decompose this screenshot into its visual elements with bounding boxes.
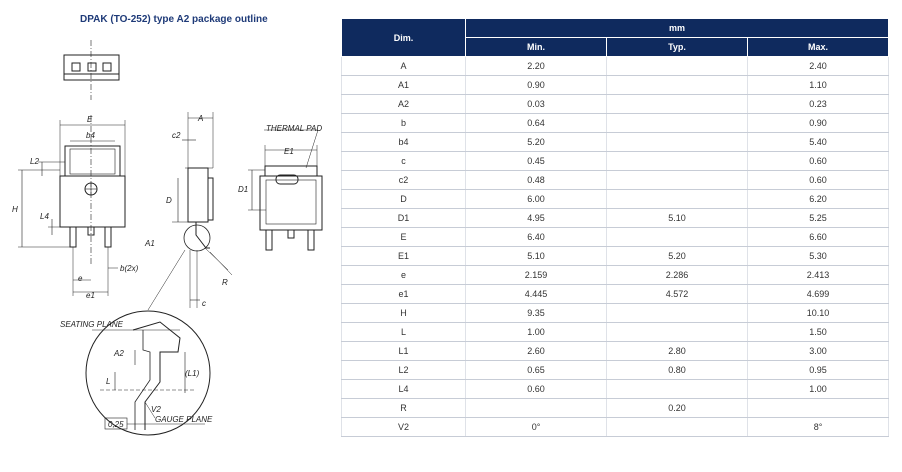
label-gauge: 0,25	[108, 420, 124, 429]
cell-typ: 2.286	[607, 266, 748, 285]
table-row	[342, 76, 889, 95]
cell-max: 4.699	[748, 285, 889, 304]
cell-max: 8°	[748, 418, 889, 437]
label-D: D	[166, 196, 172, 205]
label-seating-plane: SEATING PLANE	[60, 320, 123, 329]
label-A: A	[198, 114, 204, 123]
table-row	[342, 171, 889, 190]
cell-min: 4.445	[466, 285, 607, 304]
table-row	[342, 418, 889, 437]
dimensions-table	[341, 18, 889, 437]
cell-min: 0°	[466, 418, 607, 437]
package-outline-drawing	[0, 0, 340, 472]
table-row	[342, 342, 889, 361]
cell-max	[748, 399, 889, 418]
cell-min: 2.60	[466, 342, 607, 361]
cell-min: 2.159	[466, 266, 607, 285]
detail-view	[86, 250, 210, 435]
cell-dim: c2	[342, 171, 466, 190]
cell-min: 0.03	[466, 95, 607, 114]
cell-dim: A2	[342, 95, 466, 114]
label-L4: L4	[40, 212, 49, 221]
cell-dim: c	[342, 152, 466, 171]
label-V2: V2	[151, 405, 161, 414]
min-header: Min.	[466, 38, 607, 57]
cell-max: 0.23	[748, 95, 889, 114]
label-L: L	[106, 377, 111, 386]
label-R: R	[222, 278, 228, 287]
cell-dim: e	[342, 266, 466, 285]
cell-min: 4.95	[466, 209, 607, 228]
cell-dim: D	[342, 190, 466, 209]
label-L2: L2	[30, 157, 39, 166]
cell-max: 2.40	[748, 57, 889, 76]
cell-min: 0.60	[466, 380, 607, 399]
cell-typ	[607, 133, 748, 152]
table-row	[342, 285, 889, 304]
cell-dim: R	[342, 399, 466, 418]
top-view	[64, 40, 119, 100]
cell-dim: A1	[342, 76, 466, 95]
unit-header: mm	[466, 19, 889, 38]
cell-dim: L4	[342, 380, 466, 399]
cell-typ	[607, 114, 748, 133]
cell-min: 0.90	[466, 76, 607, 95]
cell-dim: L1	[342, 342, 466, 361]
label-D1: D1	[238, 185, 249, 194]
table-row	[342, 114, 889, 133]
cell-min: 1.00	[466, 323, 607, 342]
cell-min: 6.00	[466, 190, 607, 209]
cell-min: 0.45	[466, 152, 607, 171]
cell-dim: H	[342, 304, 466, 323]
cell-typ	[607, 418, 748, 437]
cell-typ: 0.80	[607, 361, 748, 380]
cell-max: 1.00	[748, 380, 889, 399]
cell-min	[466, 399, 607, 418]
typ-header: Typ.	[607, 38, 748, 57]
cell-typ	[607, 380, 748, 399]
cell-typ: 5.20	[607, 247, 748, 266]
cell-max: 0.60	[748, 171, 889, 190]
cell-typ	[607, 304, 748, 323]
table-row	[342, 95, 889, 114]
label-c2: c2	[172, 131, 181, 140]
cell-typ: 2.80	[607, 342, 748, 361]
label-thermal-pad: THERMAL PAD	[266, 124, 323, 133]
cell-dim: L	[342, 323, 466, 342]
cell-max: 5.30	[748, 247, 889, 266]
cell-min: 5.10	[466, 247, 607, 266]
cell-max: 0.60	[748, 152, 889, 171]
table-row	[342, 399, 889, 418]
table-row	[342, 323, 889, 342]
cell-max: 1.10	[748, 76, 889, 95]
cell-max: 0.95	[748, 361, 889, 380]
table-row	[342, 361, 889, 380]
cell-min: 6.40	[466, 228, 607, 247]
dim-header: Dim.	[342, 19, 466, 57]
cell-typ	[607, 76, 748, 95]
cell-typ	[607, 323, 748, 342]
cell-typ	[607, 171, 748, 190]
cell-max: 6.20	[748, 190, 889, 209]
page-title: DPAK (TO-252) type A2 package outline	[80, 14, 268, 25]
label-b2x: b(2x)	[120, 264, 139, 273]
label-e1: e1	[86, 291, 95, 300]
table-row	[342, 304, 889, 323]
cell-min: 5.20	[466, 133, 607, 152]
cell-typ	[607, 57, 748, 76]
max-header: Max.	[748, 38, 889, 57]
label-E: E	[87, 115, 93, 124]
table-row	[342, 247, 889, 266]
cell-max: 5.40	[748, 133, 889, 152]
cell-typ: 0.20	[607, 399, 748, 418]
table-row	[342, 57, 889, 76]
cell-dim: E1	[342, 247, 466, 266]
table-row	[342, 152, 889, 171]
cell-max: 2.413	[748, 266, 889, 285]
cell-max: 6.60	[748, 228, 889, 247]
cell-typ	[607, 190, 748, 209]
label-e: e	[78, 274, 83, 283]
label-H: H	[12, 205, 18, 214]
cell-max: 0.90	[748, 114, 889, 133]
cell-min: 0.64	[466, 114, 607, 133]
label-A2: A2	[114, 349, 124, 358]
cell-dim: e1	[342, 285, 466, 304]
table-row	[342, 228, 889, 247]
cell-typ	[607, 152, 748, 171]
cell-dim: b4	[342, 133, 466, 152]
cell-dim: D1	[342, 209, 466, 228]
cell-min: 0.48	[466, 171, 607, 190]
label-b4: b4	[86, 131, 95, 140]
table-row	[342, 209, 889, 228]
cell-min: 9.35	[466, 304, 607, 323]
front-view	[18, 115, 125, 296]
cell-dim: E	[342, 228, 466, 247]
cell-dim: L2	[342, 361, 466, 380]
cell-dim: V2	[342, 418, 466, 437]
table-row	[342, 133, 889, 152]
table-row	[342, 266, 889, 285]
cell-max: 1.50	[748, 323, 889, 342]
label-L1: (L1)	[185, 369, 200, 378]
cell-dim: b	[342, 114, 466, 133]
cell-typ: 5.10	[607, 209, 748, 228]
label-gauge-plane: GAUGE PLANE	[155, 415, 213, 424]
cell-typ	[607, 95, 748, 114]
cell-typ	[607, 228, 748, 247]
cell-max: 3.00	[748, 342, 889, 361]
table-row	[342, 190, 889, 209]
table-row	[342, 380, 889, 399]
cell-min: 0.65	[466, 361, 607, 380]
cell-max: 5.25	[748, 209, 889, 228]
label-c: c	[202, 299, 206, 308]
label-E1: E1	[284, 147, 294, 156]
cell-dim: A	[342, 57, 466, 76]
cell-typ: 4.572	[607, 285, 748, 304]
cell-min: 2.20	[466, 57, 607, 76]
label-A1: A1	[145, 239, 155, 248]
cell-max: 10.10	[748, 304, 889, 323]
